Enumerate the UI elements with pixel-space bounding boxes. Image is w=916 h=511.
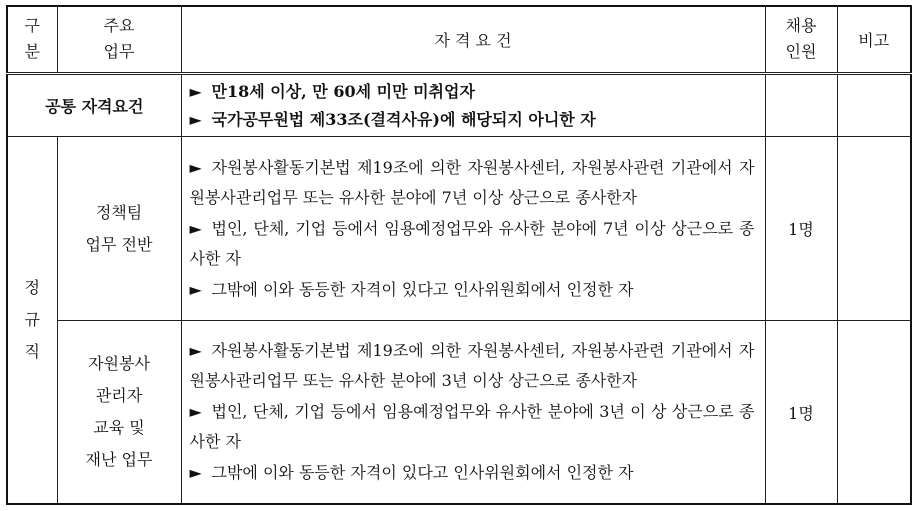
requirement-text: 법인, 단체, 기업 등에서 임용예정업무와 유사한 분야에 7년 이상 상근으로 종사한 자 <box>189 218 755 269</box>
marker-icon: ► <box>189 401 202 421</box>
marker-icon: ► <box>189 279 202 299</box>
marker-icon: ► <box>189 462 202 482</box>
common-item-text: 국가공무원법 제33조(결격사유)에 해당되지 아니한 자 <box>211 109 596 129</box>
requirement-item <box>190 458 755 489</box>
header-requirements: 자 격 요 건 <box>181 6 765 73</box>
header-duties-line2: 업무 <box>103 42 135 62</box>
requirements-volunteer-manager <box>181 321 765 504</box>
requirement-item <box>190 397 755 458</box>
requirement-item <box>190 214 755 275</box>
marker-icon: ► <box>189 218 202 238</box>
requirements-policy-team <box>181 137 765 321</box>
header-hires <box>765 6 837 73</box>
header-hires-line2: 인원 <box>785 42 817 62</box>
header-category-line2: 분 <box>24 42 40 62</box>
note-policy-team <box>837 137 911 321</box>
requirement-item <box>190 153 755 214</box>
marker-icon: ► <box>189 81 202 101</box>
header-duties <box>57 6 181 73</box>
requirement-text: 그밖에 이와 동등한 자격이 있다고 인사위원회에서 인정한 자 <box>211 279 634 299</box>
requirement-text: 법인, 단체, 기업 등에서 임용예정업무와 유사한 분야에 3년 이 상 상근으로 종사한 자 <box>189 401 755 452</box>
category-regular <box>7 137 57 504</box>
requirement-item <box>190 336 755 397</box>
header-category-line1: 구 <box>24 16 40 36</box>
duty-line: 정책팀 <box>95 202 143 222</box>
duty-line: 업무 전반 <box>85 234 153 254</box>
requirement-text: 자원봉사활동기본법 제19조에 의한 자원봉사센터, 자원봉사관련 기관에서 자원봉사관리업무 또는 유사한 분야에 3년 이상 상근으로 종사한자 <box>189 340 755 391</box>
common-hires-cell <box>765 73 837 136</box>
header-duties-line1: 주요 <box>103 16 135 36</box>
marker-icon: ► <box>189 157 202 177</box>
common-item <box>190 106 765 134</box>
marker-icon: ► <box>189 109 202 129</box>
common-item-text: 만18세 이상, 만 60세 미만 미취업자 <box>211 81 475 101</box>
duty-line: 교육 및 <box>93 418 145 438</box>
category-char: 규 <box>24 310 40 330</box>
duty-line: 관리자 <box>95 386 143 406</box>
requirement-item <box>190 275 755 306</box>
duty-line: 재난 업무 <box>85 450 153 470</box>
note-volunteer-manager <box>837 321 911 504</box>
common-requirements-label: 공통 자격요건 <box>7 73 181 136</box>
category-char: 직 <box>24 342 40 362</box>
requirement-text: 그밖에 이와 동등한 자격이 있다고 인사위원회에서 인정한 자 <box>211 462 634 482</box>
duty-line: 자원봉사 <box>88 354 150 374</box>
common-requirements <box>181 73 765 136</box>
header-note: 비고 <box>837 6 911 73</box>
marker-icon: ► <box>189 340 202 360</box>
header-hires-line1: 채용 <box>785 16 817 36</box>
common-item <box>190 78 765 106</box>
category-char: 정 <box>24 278 40 298</box>
header-category <box>7 6 57 73</box>
requirement-text: 자원봉사활동기본법 제19조에 의한 자원봉사센터, 자원봉사관련 기관에서 자원봉사관리업무 또는 유사한 분야에 7년 이상 상근으로 종사한자 <box>189 157 755 208</box>
hires-policy-team: 1명 <box>765 137 837 321</box>
category-regular-text <box>8 272 57 368</box>
recruitment-table <box>6 5 912 505</box>
duty-volunteer-manager <box>57 321 181 504</box>
hires-volunteer-manager: 1명 <box>765 321 837 504</box>
common-note-cell <box>837 73 911 136</box>
duty-policy-team <box>57 137 181 321</box>
